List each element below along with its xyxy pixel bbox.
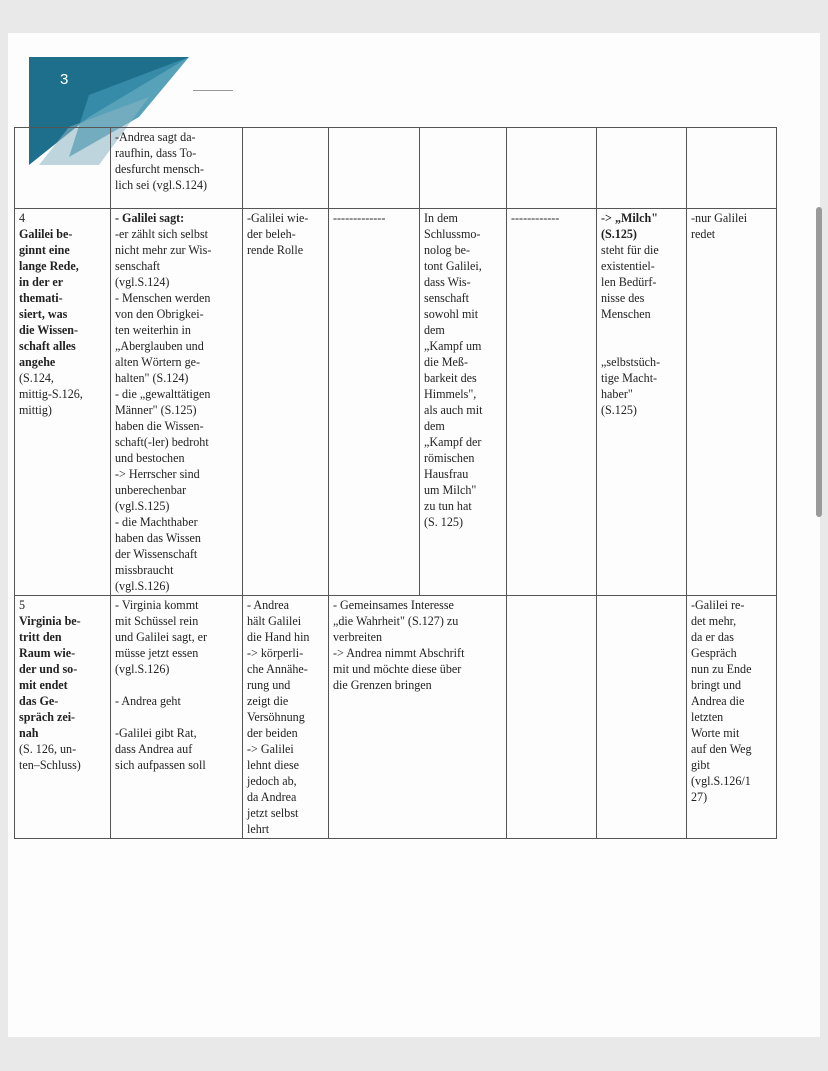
cell-line: nisse des bbox=[601, 291, 645, 305]
cell-line: schaft alles bbox=[19, 339, 76, 353]
cell-line: lehnt diese bbox=[247, 758, 300, 772]
cell-line: -Galilei re- bbox=[691, 598, 745, 612]
cell-line: -er zählt sich selbst bbox=[115, 227, 209, 241]
cell-line: (S.125) bbox=[601, 227, 637, 241]
cell-line: sich aufpassen soll bbox=[115, 758, 206, 772]
cell-line: Versöhnung bbox=[247, 710, 305, 724]
cell-col4 bbox=[329, 209, 420, 596]
cell-line: auf den Weg bbox=[691, 742, 752, 756]
cell-scene bbox=[15, 209, 111, 596]
cell-line: -nur Galilei bbox=[691, 211, 748, 225]
cell-line: letzten bbox=[691, 710, 724, 724]
cell-line: Raum wie- bbox=[19, 646, 76, 660]
cell-line: Schlussmo- bbox=[424, 227, 481, 241]
cell-col6 bbox=[507, 596, 597, 839]
cell-line: Hausfrau bbox=[424, 467, 469, 481]
cell-line: mit Schüssel rein bbox=[115, 614, 199, 628]
cell-line: (vgl.S.126) bbox=[115, 579, 170, 593]
cell-line: die Wissen- bbox=[19, 323, 79, 337]
cell-line: um Milch" bbox=[424, 483, 477, 497]
cell-line: „selbstsüch- bbox=[601, 355, 661, 369]
cell-line: ginnt eine bbox=[19, 243, 70, 257]
cell-col4-5-merged bbox=[329, 596, 507, 839]
cell-line bbox=[115, 677, 238, 693]
cell-line: gibt bbox=[691, 758, 710, 772]
cell-line: senschaft bbox=[115, 259, 160, 273]
cell-content bbox=[111, 209, 243, 596]
cell-line: rende Rolle bbox=[247, 243, 304, 257]
cell-line: der beleh- bbox=[247, 227, 296, 241]
cell-line: lehrt bbox=[247, 822, 270, 836]
cell-line: - Gemeinsames Interesse bbox=[333, 598, 454, 612]
cell-line: der Wissenschaft bbox=[115, 547, 198, 561]
cell-line: Worte mit bbox=[691, 726, 740, 740]
cell-line: dass Andrea auf bbox=[115, 742, 193, 756]
cell-line: dem bbox=[424, 323, 445, 337]
cell-line bbox=[601, 338, 682, 354]
cell-line: ten–Schluss) bbox=[19, 758, 81, 772]
vertical-scrollbar[interactable] bbox=[816, 207, 822, 517]
cell-line: und Galilei sagt, er bbox=[115, 630, 208, 644]
cell-col3 bbox=[243, 128, 329, 209]
cell-col8 bbox=[687, 209, 777, 596]
cell-line: als auch mit bbox=[424, 403, 483, 417]
cell-line: jetzt selbst bbox=[247, 806, 299, 820]
cell-line: themati- bbox=[19, 291, 63, 305]
cell-line: bringt und bbox=[691, 678, 742, 692]
cell-line: 4 bbox=[19, 211, 26, 225]
cell-line: lich sei (vgl.S.124) bbox=[115, 178, 208, 192]
cell-line: mit endet bbox=[19, 678, 68, 692]
cell-line: da er das bbox=[691, 630, 734, 644]
cell-line: Virginia be- bbox=[19, 614, 81, 628]
analysis-table bbox=[14, 127, 777, 839]
cell-line: „Kampf der bbox=[424, 435, 482, 449]
cell-line: mit und möchte diese über bbox=[333, 662, 462, 676]
cell-line: die Hand hin bbox=[247, 630, 310, 644]
cell-col7 bbox=[597, 596, 687, 839]
cell-line: Männer" (S.125) bbox=[115, 403, 197, 417]
cell-line: von den Obrigkei- bbox=[115, 307, 204, 321]
cell-line: -> körperli- bbox=[247, 646, 304, 660]
cell-line: römischen bbox=[424, 451, 475, 465]
cell-content bbox=[111, 128, 243, 209]
page-number: 3 bbox=[60, 71, 69, 88]
cell-line: müsse jetzt essen bbox=[115, 646, 199, 660]
cell-line: dass Wis- bbox=[424, 275, 471, 289]
header-dash bbox=[193, 90, 233, 91]
cell-line: „Aberglauben und bbox=[115, 339, 204, 353]
cell-line: siert, was bbox=[19, 307, 68, 321]
cell-line: Menschen bbox=[601, 307, 651, 321]
cell-line bbox=[115, 709, 238, 725]
cell-line: - Menschen werden bbox=[115, 291, 211, 305]
cell-line: ------------- bbox=[333, 211, 386, 225]
cell-col7 bbox=[597, 128, 687, 209]
cell-line: und bestochen bbox=[115, 451, 185, 465]
cell-col8 bbox=[687, 596, 777, 839]
cell-line: da Andrea bbox=[247, 790, 297, 804]
cell-line: steht für die bbox=[601, 243, 659, 257]
cell-line: hält Galilei bbox=[247, 614, 302, 628]
cell-line: existentiel- bbox=[601, 259, 655, 273]
cell-line: -Andrea sagt da- bbox=[115, 130, 196, 144]
cell-line: (vgl.S.126/1 bbox=[691, 774, 751, 788]
cell-line: ------------ bbox=[511, 211, 560, 225]
cell-line: -> „Milch" bbox=[601, 211, 658, 225]
cell-line: der beiden bbox=[247, 726, 298, 740]
cell-line: zeigt die bbox=[247, 694, 289, 708]
cell-line: redet bbox=[691, 227, 716, 241]
cell-line: barkeit des bbox=[424, 371, 477, 385]
cell-line: che Annähe- bbox=[247, 662, 308, 676]
cell-line bbox=[601, 322, 682, 338]
cell-line: nolog be- bbox=[424, 243, 471, 257]
cell-col3 bbox=[243, 209, 329, 596]
cell-col6 bbox=[507, 128, 597, 209]
cell-line: die Grenzen bringen bbox=[333, 678, 432, 692]
cell-line: missbraucht bbox=[115, 563, 174, 577]
cell-line: desfurcht mensch- bbox=[115, 162, 204, 176]
cell-line: (vgl.S.125) bbox=[115, 499, 170, 513]
cell-line: len Bedürf- bbox=[601, 275, 657, 289]
cell-col5 bbox=[420, 209, 507, 596]
cell-line: - Andrea bbox=[247, 598, 289, 612]
cell-line: Himmels", bbox=[424, 387, 477, 401]
cell-line: Galilei be- bbox=[19, 227, 73, 241]
cell-line: (vgl.S.124) bbox=[115, 275, 170, 289]
cell-line: haben die Wissen- bbox=[115, 419, 204, 433]
cell-col3 bbox=[243, 596, 329, 839]
cell-line: angehe bbox=[19, 355, 56, 369]
cell-line: -Galilei gibt Rat, bbox=[115, 726, 197, 740]
cell-line: dem bbox=[424, 419, 445, 433]
table-row bbox=[15, 596, 777, 839]
cell-line: - Andrea geht bbox=[115, 694, 181, 708]
cell-line: die Meß- bbox=[424, 355, 468, 369]
cell-line: 5 bbox=[19, 598, 26, 612]
cell-line: - die Machthaber bbox=[115, 515, 198, 529]
cell-line: „Kampf um bbox=[424, 339, 482, 353]
cell-line: in der er bbox=[19, 275, 64, 289]
cell-scene bbox=[15, 128, 111, 209]
cell-line: tritt den bbox=[19, 630, 62, 644]
cell-scene bbox=[15, 596, 111, 839]
cell-line: (S. 126, un- bbox=[19, 742, 77, 756]
cell-line: der und so- bbox=[19, 662, 78, 676]
cell-line: lange Rede, bbox=[19, 259, 79, 273]
cell-line: -> Herrscher sind bbox=[115, 467, 200, 481]
cell-line: - die „gewalttätigen bbox=[115, 387, 211, 401]
cell-col6 bbox=[507, 209, 597, 596]
cell-col7 bbox=[597, 209, 687, 596]
cell-line: mittig-S.126, bbox=[19, 387, 83, 401]
cell-line: tont Galilei, bbox=[424, 259, 482, 273]
cell-line: „die Wahrheit" (S.127) zu bbox=[333, 614, 459, 628]
cell-line: -> Galilei bbox=[247, 742, 294, 756]
cell-line: (vgl.S.126) bbox=[115, 662, 170, 676]
cell-line: Gespräch bbox=[691, 646, 737, 660]
cell-line: verbreiten bbox=[333, 630, 383, 644]
cell-line: senschaft bbox=[424, 291, 469, 305]
cell-line: nicht mehr zur Wis- bbox=[115, 243, 212, 257]
cell-line: spräch zei- bbox=[19, 710, 76, 724]
cell-line: alten Wörtern ge- bbox=[115, 355, 201, 369]
table-row bbox=[15, 128, 777, 209]
cell-line: zu tun hat bbox=[424, 499, 472, 513]
cell-line: ten weiterhin in bbox=[115, 323, 191, 337]
cell-line: (S. 125) bbox=[424, 515, 463, 529]
cell-line: nah bbox=[19, 726, 39, 740]
table-row bbox=[15, 209, 777, 596]
cell-line: sowohl mit bbox=[424, 307, 479, 321]
cell-line: schaft(-ler) bedroht bbox=[115, 435, 209, 449]
cell-line: tige Macht- bbox=[601, 371, 658, 385]
cell-line: det mehr, bbox=[691, 614, 737, 628]
cell-line: In dem bbox=[424, 211, 458, 225]
cell-line: halten" (S.124) bbox=[115, 371, 189, 385]
cell-line: 27) bbox=[691, 790, 708, 804]
cell-col8 bbox=[687, 128, 777, 209]
cell-heading: - Galilei sagt: bbox=[115, 211, 185, 225]
cell-line: (S.125) bbox=[601, 403, 637, 417]
cell-col4 bbox=[329, 128, 420, 209]
cell-line: Andrea die bbox=[691, 694, 745, 708]
cell-line: -Galilei wie- bbox=[247, 211, 309, 225]
cell-line: haber" bbox=[601, 387, 633, 401]
cell-line: (S.124, bbox=[19, 371, 54, 385]
cell-line: unberechenbar bbox=[115, 483, 187, 497]
cell-line: mittig) bbox=[19, 403, 52, 417]
cell-line: nun zu Ende bbox=[691, 662, 752, 676]
cell-line: haben das Wissen bbox=[115, 531, 201, 545]
cell-line: raufhin, dass To- bbox=[115, 146, 197, 160]
cell-line: jedoch ab, bbox=[247, 774, 297, 788]
cell-line: - Virginia kommt bbox=[115, 598, 199, 612]
cell-content bbox=[111, 596, 243, 839]
cell-line: das Ge- bbox=[19, 694, 59, 708]
cell-line: rung und bbox=[247, 678, 291, 692]
cell-col5 bbox=[420, 128, 507, 209]
cell-line: -> Andrea nimmt Abschrift bbox=[333, 646, 465, 660]
